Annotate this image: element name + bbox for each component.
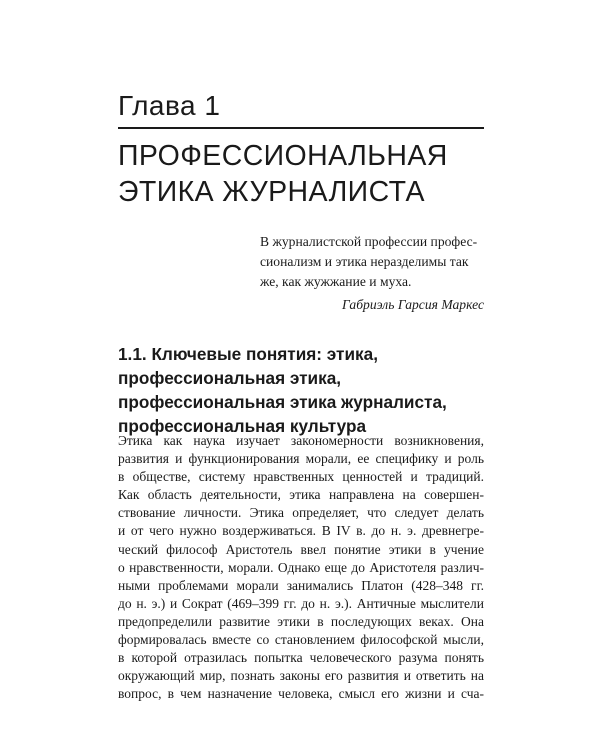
section-heading-line: 1.1. Ключевые понятия: этика, <box>118 344 378 364</box>
section-heading-line: профессиональная культура <box>118 416 367 436</box>
section-heading-line: профессиональная этика журналиста, <box>118 392 447 412</box>
body-line: ными проблемами морали занимались Платон (428–348 гг. <box>118 577 484 593</box>
body-line: о нравственности, морали. Однако еще до Аристотеля различ- <box>118 559 484 575</box>
body-line: Этика как наука изучает закономерности возникновения, <box>118 433 484 448</box>
body-line: вопрос, в чем назначение человека, смысл его жизни и сча- <box>118 686 484 702</box>
chapter-title-line: ПРОФЕССИОНАЛЬНАЯ <box>118 140 448 172</box>
body-line: и от чего нужно воздерживаться. В IV в. до н. э. древнегре- <box>118 523 484 539</box>
section-heading <box>118 342 498 438</box>
body-line: формировалась вместе со становлением философской мысли, <box>118 632 484 648</box>
body-line: в обществе, систему нравственных ценностей и традиций. <box>118 469 484 485</box>
body-line: развития и функционирования морали, ее специфику и роль <box>118 451 484 467</box>
epigraph-line: же, как жужжание и муха. <box>260 274 412 289</box>
epigraph <box>260 232 492 292</box>
chapter-title <box>118 138 518 210</box>
body-line: в которой отразилась попытка человеческого разума понять <box>118 650 484 666</box>
body-line: ствование личности. Этика определяет, что следует делать <box>118 505 484 521</box>
chapter-title-line: ЭТИКА ЖУРНАЛИСТА <box>118 176 425 208</box>
body-line: окружающий мир, познать законы его развития и ответить на <box>118 668 484 684</box>
body-line: до н. э.) и Сократ (469–399 гг. до н. э.). Античные мыслители <box>118 595 484 611</box>
body-paragraph <box>118 432 484 703</box>
epigraph-line: сионализм и этика неразделимы так <box>260 254 469 269</box>
body-line: предопределили развитие этики в последующих веках. Она <box>118 613 484 629</box>
chapter-label: Глава 1 <box>118 90 221 121</box>
body-line: ческий философ Аристотель ввел понятие этики в учение <box>118 541 484 557</box>
epigraph-author: Габриэль Гарсия Маркес <box>342 297 484 312</box>
body-line: Как область деятельности, этика направлена на совершен- <box>118 487 484 503</box>
epigraph-line: В журналистской профессии профес- <box>260 234 478 249</box>
section-heading-line: профессиональная этика, <box>118 368 342 388</box>
chapter-divider <box>118 127 484 129</box>
